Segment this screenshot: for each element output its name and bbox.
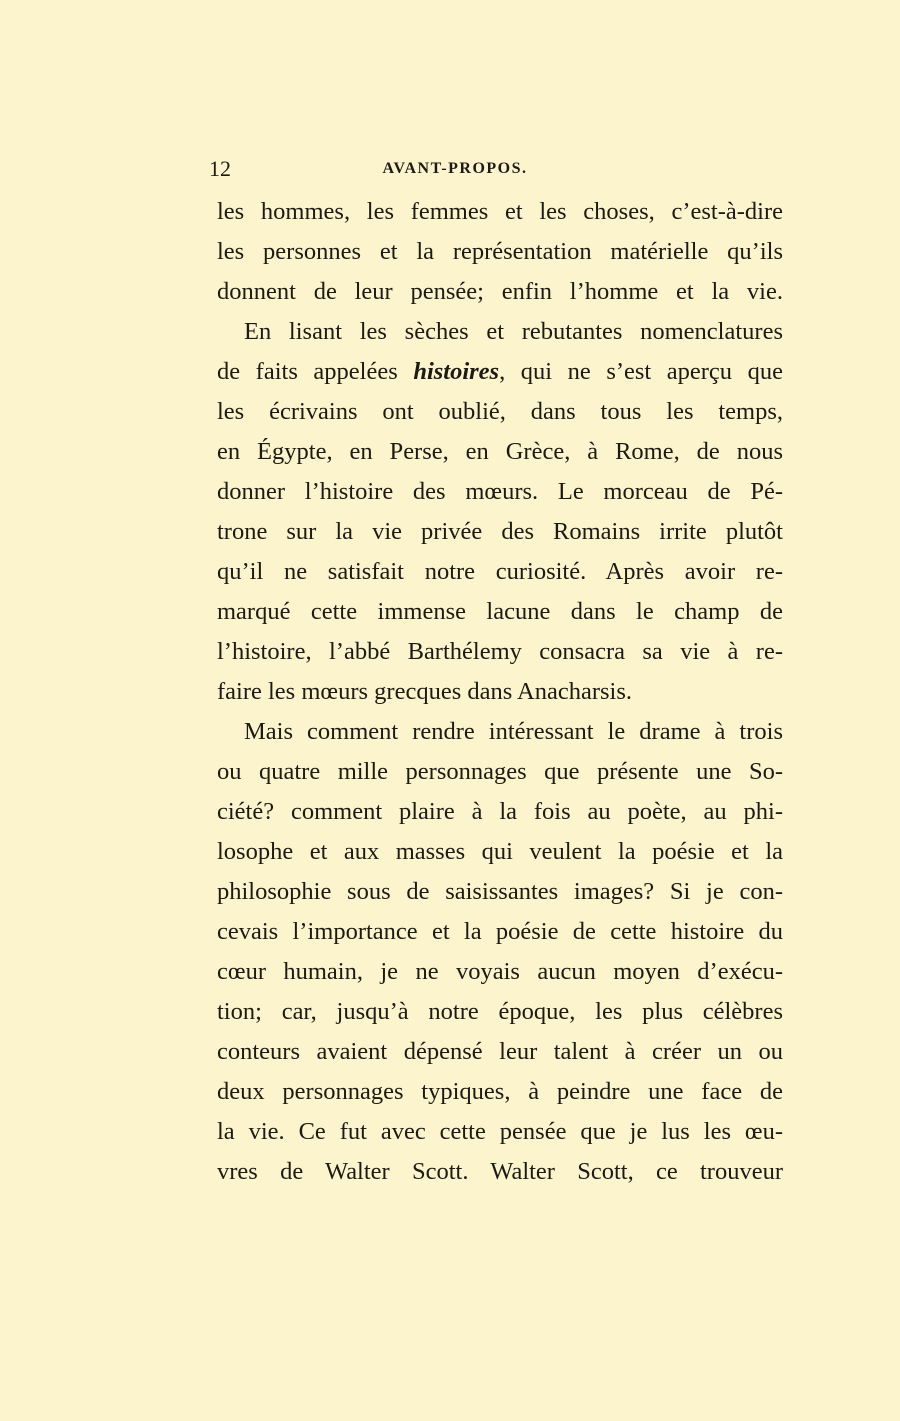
text-line: ou quatre mille personnages que présente une So-: [217, 758, 783, 785]
text-line: ciété? comment plaire à la fois au poète, au phi-: [217, 798, 783, 825]
text-line: donner l’histoire des mœurs. Le morceau de Pé-: [217, 478, 783, 505]
italic-term: histoires: [413, 358, 500, 385]
page-number: 12: [209, 156, 231, 181]
paragraph: [217, 192, 783, 312]
text-line: les écrivains ont oublié, dans tous les temps,: [217, 398, 783, 425]
text-line: conteurs avaient dépensé leur talent à créer un ou: [217, 1038, 783, 1065]
text-line: En lisant les sèches et rebutantes nomenclatures: [244, 318, 783, 345]
running-title: AVANT-PROPOS.: [382, 160, 528, 177]
text-line: Mais comment rendre intéressant le drame à trois: [244, 718, 783, 745]
text-line: qu’il ne satisfait notre curiosité. Après avoir re-: [217, 558, 783, 585]
text-line: cevais l’importance et la poésie de cette histoire du: [217, 918, 783, 945]
text-line: cœur humain, je ne voyais aucun moyen d’exécu-: [217, 958, 783, 985]
text-line: tion; car, jusqu’à notre époque, les plus célèbres: [217, 998, 783, 1025]
text-line: les personnes et la représentation matérielle qu’ils: [217, 238, 783, 265]
text-line: philosophie sous de saisissantes images? Si je con-: [217, 878, 783, 905]
body-text: [217, 192, 783, 1192]
text-line: les hommes, les femmes et les choses, c’est-à-dire: [217, 198, 783, 225]
text-line: losophe et aux masses qui veulent la poésie et la: [217, 838, 783, 865]
text-line: deux personnages typiques, à peindre une face de: [217, 1078, 783, 1105]
text-line: en Égypte, en Perse, en Grèce, à Rome, de nous: [217, 438, 783, 465]
text-segment: , qui ne s’est aperçu que: [499, 358, 783, 385]
text-line: donnent de leur pensée; enfin l’homme et la vie.: [217, 278, 783, 305]
text-line: vres de Walter Scott. Walter Scott, ce trouveur: [217, 1158, 783, 1185]
paragraph: [217, 312, 783, 712]
text-line: [217, 352, 783, 392]
text-line: marqué cette immense lacune dans le champ de: [217, 598, 783, 625]
paragraph: [217, 712, 783, 1192]
text-segment: de faits appelées: [217, 358, 414, 385]
text-line: faire les mœurs grecques dans Anacharsis.: [217, 678, 633, 705]
text-line: la vie. Ce fut avec cette pensée que je lus les œu-: [217, 1118, 783, 1145]
text-line: l’histoire, l’abbé Barthélemy consacra sa vie à re-: [217, 638, 783, 665]
text-line: trone sur la vie privée des Romains irrite plutôt: [217, 518, 783, 545]
